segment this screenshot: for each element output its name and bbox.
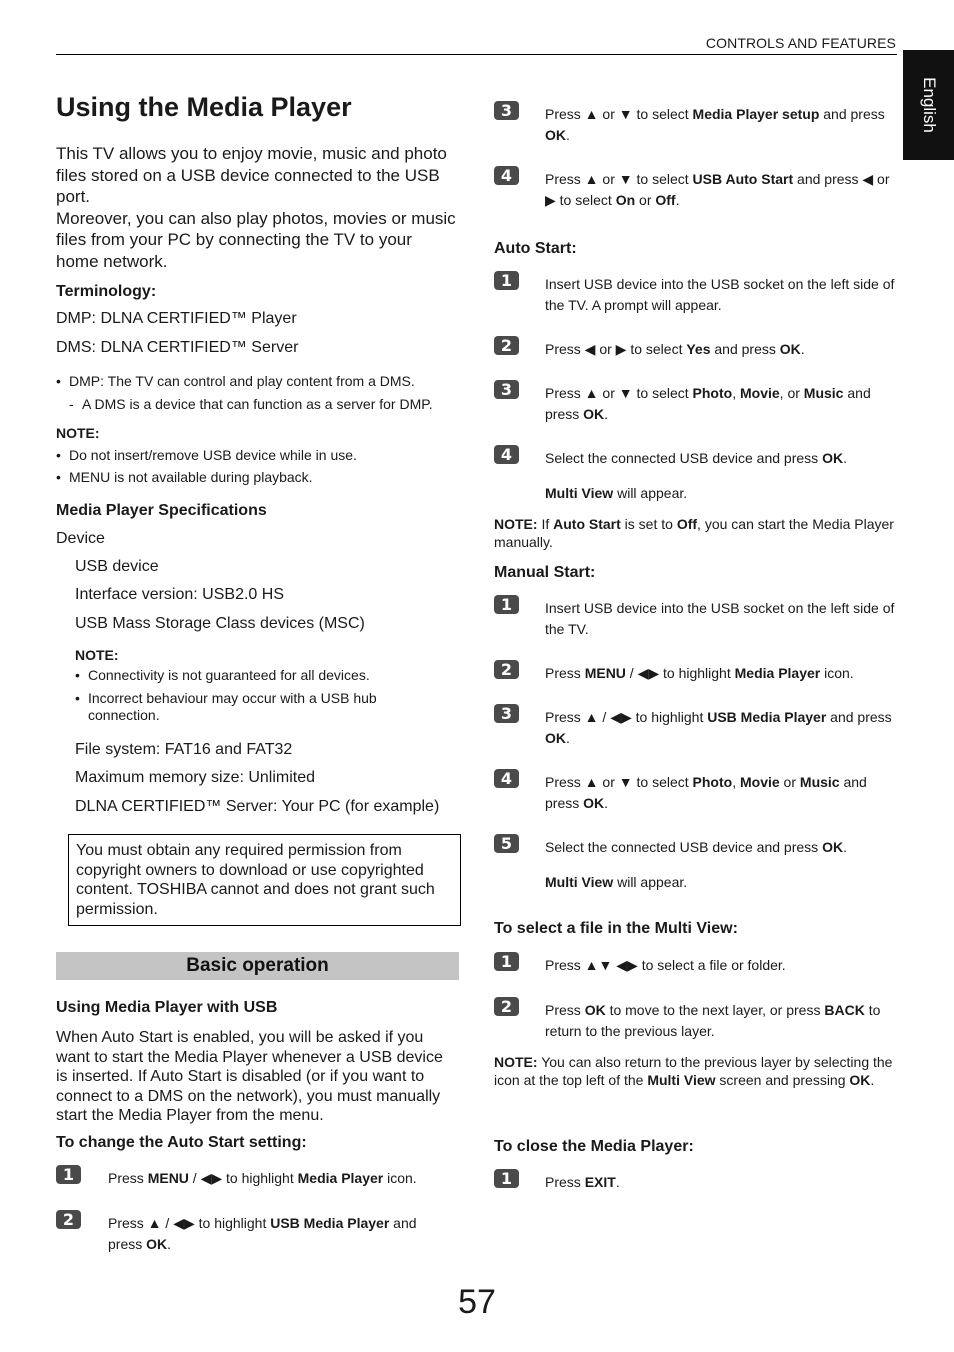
bold-term: Photo [692, 385, 733, 401]
step-text [545, 169, 897, 211]
text-run: screen and pressing [715, 1072, 850, 1088]
terminology-heading: Terminology: [56, 283, 157, 300]
intro-text [56, 143, 456, 272]
step-number-badge: 3 [494, 380, 519, 399]
change-auto-start-heading: To change the Auto Start setting: [56, 1134, 307, 1151]
text-run: Press ▲▼ ◀▶ to select a file or folder. [545, 957, 786, 973]
page-title: Using the Media Player [56, 92, 352, 122]
step-number-badge: 4 [494, 445, 519, 464]
text-run: and press ◀ or ▶ to select [545, 171, 890, 208]
bold-term: MENU [584, 665, 626, 681]
step-number-badge: 2 [494, 660, 519, 679]
step-text [545, 955, 897, 976]
bold-term: Multi View [545, 485, 614, 501]
text-run: . [566, 127, 570, 143]
bold-term: Off [655, 192, 676, 208]
close-player-heading: To close the Media Player: [494, 1138, 694, 1155]
step-text [545, 837, 897, 858]
text-run: Press [545, 1002, 585, 1018]
specs-note [75, 645, 415, 724]
step-text [545, 274, 897, 316]
text-run: . [615, 1174, 620, 1190]
text-run: . [604, 406, 609, 422]
usb-section-heading: Using Media Player with USB [56, 999, 278, 1016]
terminology-item: DMP: DLNA CERTIFIED™ Player [56, 310, 297, 327]
text-run: Press ◀ or ▶ to select [545, 341, 687, 357]
text-run: Press [108, 1170, 148, 1186]
header-rule [56, 54, 897, 55]
bold-term: OK [545, 127, 566, 143]
specs-note-item: • Incorrect behaviour may occur with a USB hub connection. [75, 690, 415, 724]
usb-section-text: When Auto Start is enabled, you will be asked if you want to start the Media Player whenever a USB device is inserted. If Auto Start is disabled (or if you want to connect to a DMS on the network), you must manually start the Media Player from the menu. [56, 1029, 443, 1124]
text-run: Insert USB device into the USB socket on the left side of the TV. [545, 600, 895, 637]
bold-term: Movie [739, 385, 780, 401]
text-run: , [732, 774, 740, 790]
text-run: , [732, 385, 740, 401]
terminology-bullet: • DMP: The TV can control and play content from a DMS. [56, 371, 456, 391]
terminology-item: DMS: DLNA CERTIFIED™ Server [56, 339, 299, 356]
specs-device: Device [56, 530, 105, 547]
copyright-notice: You must obtain any required permission from copyright owners to download or use copyrighted content. TOSHIBA cannot and does not grant such permission. [68, 834, 461, 926]
text-run: . [604, 795, 609, 811]
text-run: . [843, 450, 847, 466]
select-file-note [494, 1053, 896, 1089]
step-text [545, 1172, 897, 1193]
bold-term: OK [822, 450, 844, 466]
bold-term: Media Player [297, 1170, 384, 1186]
bold-term: Auto Start [553, 516, 621, 532]
text-run: . [843, 839, 847, 855]
step-number-badge: 4 [494, 769, 519, 788]
step-text [545, 448, 897, 469]
text-run: will appear. [613, 874, 688, 890]
language-tab [903, 50, 954, 160]
text-run: and press [819, 106, 885, 122]
step-text [108, 1168, 453, 1189]
step-number-badge: 1 [494, 1169, 519, 1188]
note-item: • Do not insert/remove USB device while in use. [56, 444, 456, 466]
auto-start-note [494, 515, 894, 551]
manual-start-heading: Manual Start: [494, 564, 596, 581]
bold-term: Music [799, 774, 840, 790]
specs-class: USB Mass Storage Class devices (MSC) [75, 615, 365, 632]
text-run: will appear. [613, 485, 688, 501]
note-item: • MENU is not available during playback. [56, 466, 456, 488]
bold-term: OK [849, 1072, 871, 1088]
note-block [56, 423, 456, 488]
bold-term: Multi View [545, 874, 614, 890]
manual-start-after [545, 872, 687, 893]
language-tab-label: English [919, 77, 939, 133]
auto-start-heading: Auto Start: [494, 240, 577, 257]
specs-interface: Interface version: USB2.0 HS [75, 586, 284, 603]
bold-term: Movie [739, 774, 780, 790]
step-number-badge: 3 [494, 101, 519, 120]
page-number: 57 [458, 1283, 496, 1321]
text-run: . [675, 192, 680, 208]
text-run: and press [545, 774, 867, 811]
bold-term: OK [822, 839, 844, 855]
specs-server: DLNA CERTIFIED™ Server: Your PC (for example) [75, 798, 440, 815]
bold-term: Off [676, 516, 698, 532]
step-number-badge: 1 [494, 952, 519, 971]
text-run: Press ▲ or ▼ to select [545, 385, 693, 401]
step-text [545, 383, 897, 425]
bold-term: NOTE: [494, 516, 538, 532]
bold-term: Photo [692, 774, 733, 790]
bold-term: OK [545, 730, 566, 746]
text-run: , you can start the Media Player manually. [494, 516, 894, 550]
text-run: Insert USB device into the USB socket on the left side of the TV. A prompt will appear. [545, 276, 895, 313]
bold-term: USB Auto Start [692, 171, 794, 187]
note-label: NOTE: [56, 425, 100, 441]
auto-start-after [545, 483, 687, 504]
text-run: and press [710, 341, 780, 357]
text-run: Press ▲ / ◀▶ to highlight [545, 709, 708, 725]
text-run: icon. [383, 1170, 417, 1186]
specs-note-item: • Connectivity is not guaranteed for all devices. [75, 667, 415, 684]
step-text [545, 772, 897, 814]
specs-usb-device: USB device [75, 558, 159, 575]
bold-term: Media Player setup [692, 106, 820, 122]
text-run: . [167, 1236, 172, 1252]
text-run: . [800, 341, 805, 357]
step-number-badge: 4 [494, 166, 519, 185]
specs-file-system: File system: FAT16 and FAT32 [75, 741, 293, 758]
text-run: and press [826, 709, 892, 725]
step-number-badge: 3 [494, 704, 519, 723]
step-text [108, 1213, 453, 1255]
step-text [545, 104, 897, 146]
text-run: icon. [820, 665, 854, 681]
text-run: Press ▲ or ▼ to select [545, 106, 693, 122]
header-section-title: CONTROLS AND FEATURES [705, 35, 896, 51]
step-number-badge: 2 [494, 997, 519, 1016]
text-run: is set to [620, 516, 677, 532]
text-run: Press [545, 665, 585, 681]
step-number-badge: 1 [494, 271, 519, 290]
bold-term: EXIT [584, 1174, 616, 1190]
text-run: Select the connected USB device and press [545, 450, 823, 466]
bold-term: On [615, 192, 636, 208]
terminology-sub-bullet: - A DMS is a device that can function as a server for DMP. [56, 394, 456, 414]
bold-term: NOTE: [494, 1054, 538, 1070]
text-run: / ◀▶ to highlight [188, 1170, 298, 1186]
step-text [545, 663, 897, 684]
text-run: / ◀▶ to highlight [625, 665, 735, 681]
text-run: Select the connected USB device and press [545, 839, 823, 855]
text-run: Press ▲ / ◀▶ to highlight [108, 1215, 271, 1231]
text-run: You can also return to the previous layer by selecting the icon at the top left of the [494, 1054, 893, 1088]
terminology-bullets [56, 371, 456, 414]
bold-term: USB Media Player [707, 709, 827, 725]
bold-term: Music [803, 385, 844, 401]
text-run: . [566, 730, 570, 746]
step-text [545, 598, 897, 640]
text-run: Press ▲ or ▼ to select [545, 774, 693, 790]
text-run: Press ▲ or ▼ to select [545, 171, 693, 187]
step-number-badge: 1 [56, 1165, 81, 1184]
bold-term: OK [583, 795, 605, 811]
step-number-badge: 2 [56, 1210, 81, 1229]
text-run: If [537, 516, 554, 532]
step-text [545, 1000, 897, 1042]
step-text [545, 707, 897, 749]
text-run: and press [545, 385, 871, 422]
bold-term: MENU [147, 1170, 189, 1186]
text-run: to return to the previous layer. [545, 1002, 881, 1039]
bold-term: OK [779, 341, 801, 357]
specs-memory: Maximum memory size: Unlimited [75, 769, 316, 786]
text-run: . [870, 1072, 875, 1088]
intro-paragraph: This TV allows you to enjoy movie, music and photo files stored on a USB device connected to the USB port. [56, 144, 447, 206]
bold-term: OK [146, 1236, 168, 1252]
step-text [545, 339, 897, 360]
bold-term: OK [583, 406, 605, 422]
bold-term: Media Player [734, 665, 821, 681]
bold-term: OK [584, 1002, 606, 1018]
step-number-badge: 2 [494, 336, 519, 355]
section-bar-basic-operation: Basic operation [56, 952, 459, 980]
text-run: or [635, 192, 656, 208]
specs-heading: Media Player Specifications [56, 502, 267, 519]
bold-term: BACK [824, 1002, 865, 1018]
text-run: or [779, 774, 800, 790]
bold-term: Multi View [647, 1072, 716, 1088]
intro-paragraph: Moreover, you can also play photos, movies or music files from your PC by connecting the TV to your home network. [56, 208, 456, 271]
text-run: , or [779, 385, 804, 401]
bold-term: USB Media Player [270, 1215, 390, 1231]
text-run: and press [108, 1215, 417, 1252]
bold-term: Yes [686, 341, 711, 357]
select-file-heading: To select a file in the Multi View: [494, 920, 738, 937]
step-number-badge: 5 [494, 834, 519, 853]
step-number-badge: 1 [494, 595, 519, 614]
specs-note-label: NOTE: [75, 647, 119, 663]
text-run: Press [545, 1174, 585, 1190]
text-run: to move to the next layer, or press [605, 1002, 825, 1018]
